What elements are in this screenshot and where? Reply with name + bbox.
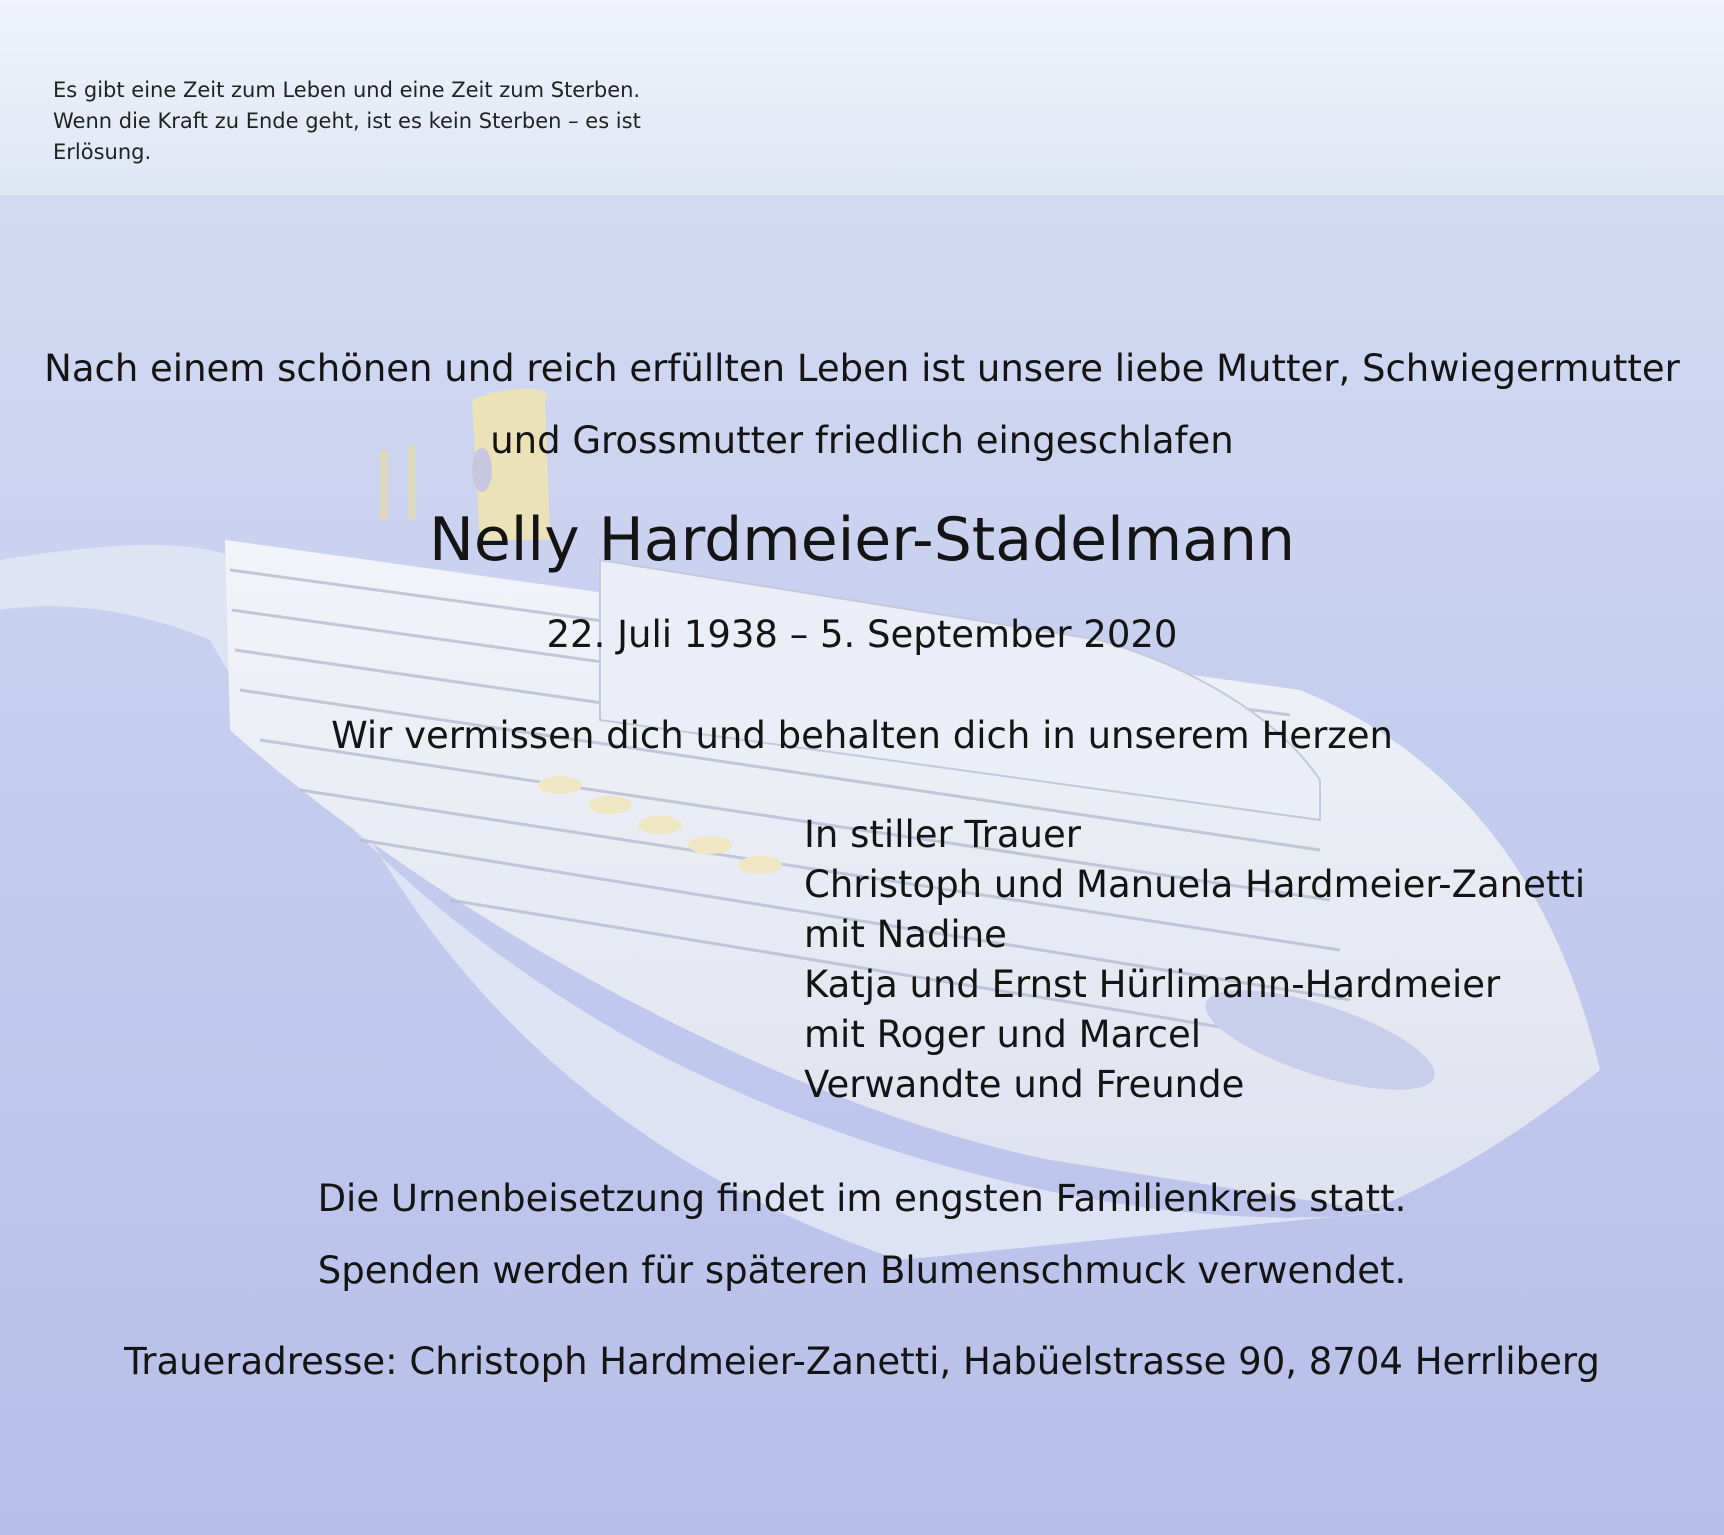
quote-line: Wenn die Kraft zu Ende geht, ist es kein Sterben – es ist [53,109,641,133]
intro-text [0,333,1724,477]
burial-info [0,1163,1724,1307]
donations-text: Spenden werden für späteren Blumenschmuck verwendet. [317,1249,1407,1292]
intro-line: und Grossmutter friedlich eingeschlafen [490,419,1234,462]
mourner-line: mit Roger und Marcel [804,1013,1202,1056]
quote-text [53,75,773,168]
intro-line: Nach einem schönen und reich erfüllten Leben ist unsere liebe Mutter, Schwiegermutter [44,347,1680,390]
mourners-heading: In stiller Trauer [804,813,1081,856]
mourner-line: mit Nadine [804,913,1007,956]
quote-line: Erlösung. [53,140,152,164]
burial-text: Die Urnenbeisetzung findet im engsten Familienkreis statt. [317,1177,1407,1220]
mourners-list [804,810,1585,1110]
mourning-address: Traueradresse: Christoph Hardmeier-Zanetti, Habüelstrasse 90, 8704 Herrliberg [124,1340,1600,1383]
deceased-name: Nelly Hardmeier-Stadelmann [428,505,1296,575]
life-dates: 22. Juli 1938 – 5. September 2020 [546,613,1178,656]
quote-line: Es gibt eine Zeit zum Leben und eine Zeit zum Sterben. [53,78,641,102]
farewell-text: Wir vermissen dich und behalten dich in unserem Herzen [331,714,1393,757]
mourner-line: Katja und Ernst Hürlimann-Hardmeier [804,963,1501,1006]
mourner-line: Verwandte und Freunde [804,1063,1245,1106]
mourner-line: Christoph und Manuela Hardmeier-Zanetti [804,863,1586,906]
